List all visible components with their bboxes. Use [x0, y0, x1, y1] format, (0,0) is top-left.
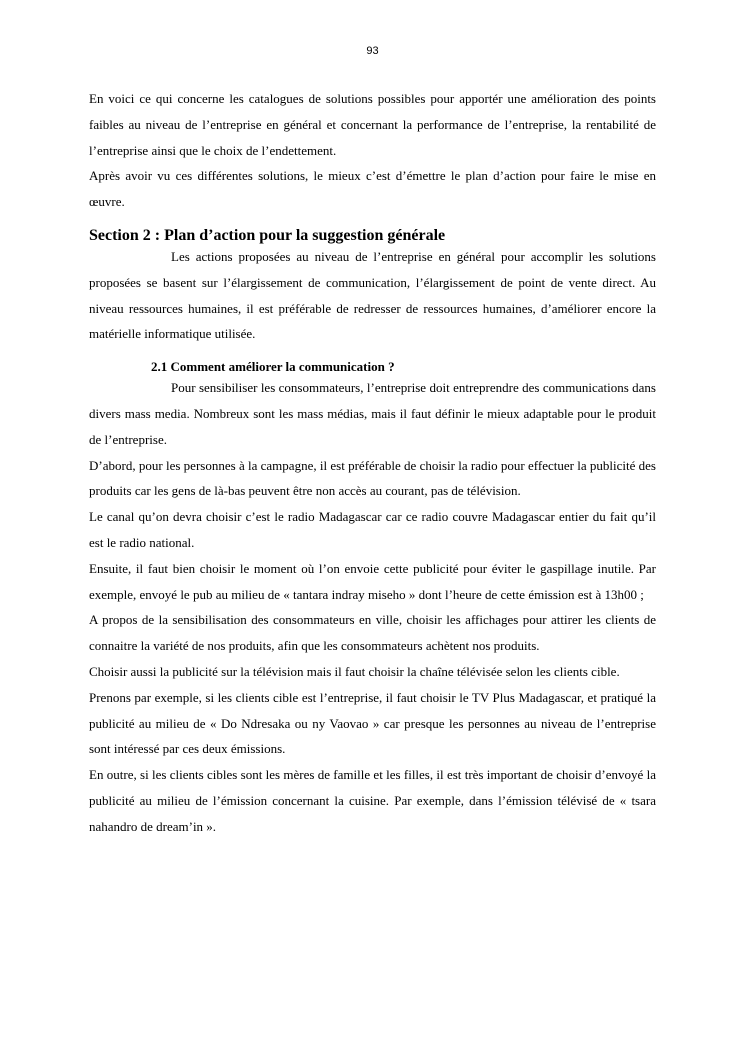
page-number: 93	[366, 45, 379, 57]
subsection-paragraph: Le canal qu’on devra choisir c’est le radio Madagascar car ce radio couvre Madagascar entier du fait qu’il est le radio national.	[89, 509, 656, 550]
subsection-paragraph: D’abord, pour les personnes à la campagne, il est préférable de choisir la radio pour effectuer la publicité des produits car les gens de là-bas peuvent être non accès au courant, pas de télévision.	[89, 457, 656, 499]
subsection-paragraph: En outre, si les clients cibles sont les mères de famille et les filles, il est très important de choisir d’envoyé la publicité au milieu de l’émission concernant la cuisine. Par exemple, dans l’émission télévisé de « tsara nahandro de dream’in ».	[89, 767, 656, 834]
section-paragraph: Les actions proposées au niveau de l’entreprise en général pour accomplir les solutions proposées se basent sur l’élargissement de communication, l’élargissement de point de vente direct. Au niveau ressources humaines, il est préférable de redresser de ressources humaines, d’améliorer encore la matérielle informatique utilisée.	[89, 248, 656, 342]
subsection-paragraph: Choisir aussi la publicité sur la télévision mais il faut choisir la chaîne télévisée selon les clients cible.	[89, 663, 620, 679]
section-title: Section 2 : Plan d’action pour la suggestion générale	[89, 226, 446, 244]
subsection-paragraph: A propos de la sensibilisation des consommateurs en ville, choisir les affichages pour attirer les clients de connaitre la variété de nos produits, afin que les consommateurs achètent nos produits.	[89, 612, 656, 654]
intro-paragraph: Après avoir vu ces différentes solutions, le mieux c’est d’émettre le plan d’action pour faire le mise en œuvre.	[89, 168, 656, 210]
subsection-title: 2.1 Comment améliorer la communication ?	[151, 359, 395, 375]
subsection-paragraph: Prenons par exemple, si les clients cible est l’entreprise, il faut choisir le TV Plus Madagascar, et pratiqué la publicité au milieu de « Do Ndresaka ou ny Vaovao » car presque les personnes au niveau de l’entreprise sont intéressé par ces deux émissions.	[89, 689, 656, 757]
subsection-paragraph: Ensuite, il faut bien choisir le moment où l’on envoie cette publicité pour éviter le gaspillage inutile. Par exemple, envoyé le pub au milieu de « tantara indray miseho » dont l’heure de cette émission est à 13h00 ;	[89, 560, 656, 602]
subsection-paragraph: Pour sensibiliser les consommateurs, l’entreprise doit entreprendre des communications dans divers mass media. Nombreux sont les mass médias, mais il faut définir le mieux adaptable pour le produit de l’entreprise.	[89, 380, 656, 447]
intro-paragraph: En voici ce qui concerne les catalogues de solutions possibles pour apportér une amélioration des points faibles au niveau de l’entreprise en général et concernant la performance de l’entreprise, la rentabilité de l’entreprise ainsi que le choix de l’endettement.	[89, 91, 656, 158]
document-body	[89, 86, 656, 840]
